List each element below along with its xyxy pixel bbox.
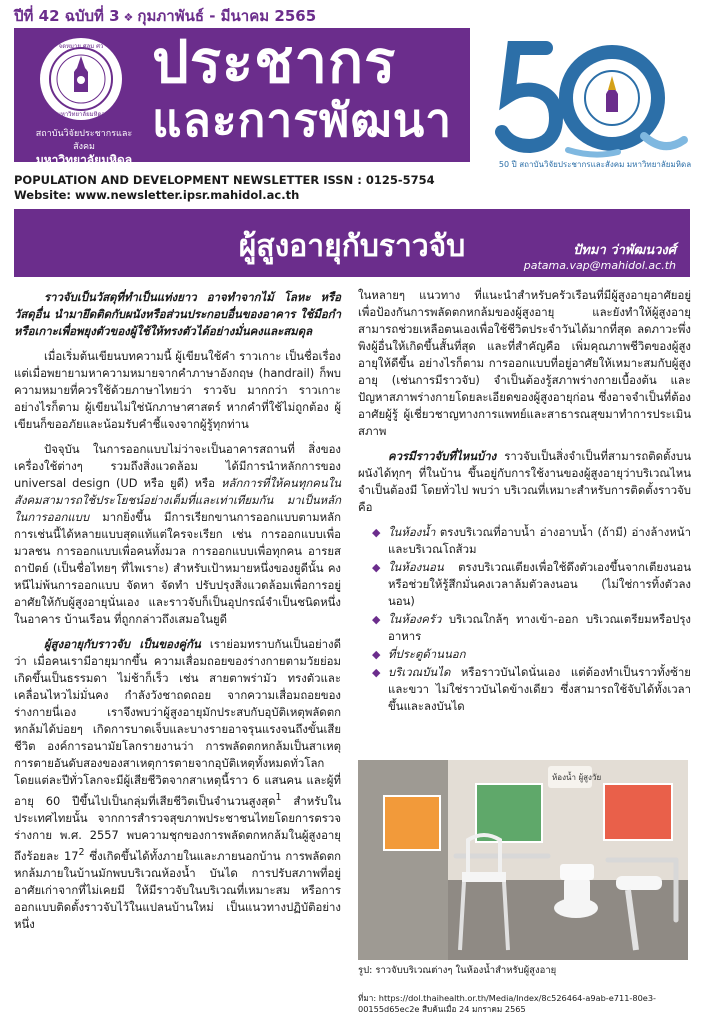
newsletter-issn-line: POPULATION AND DEVELOPMENT NEWSLETTER ISSN : 0125-5754 (14, 173, 435, 187)
anniversary-50-icon (494, 40, 696, 160)
institute-name (28, 128, 140, 167)
photo-caption: รูป: ราวจับบริเวณต่างๆ ในห้องน้ำสำหรับผู้สูงอายุ (358, 965, 557, 976)
issue-number: ปีที่ 42 ฉบับที่ 3 (14, 7, 120, 25)
handrail-location-item (358, 524, 691, 558)
paragraph-2 (14, 441, 341, 628)
diamond-bullet-icon: ◆ (372, 561, 381, 574)
paragraph-1: เมื่อเริ่มต้นเขียนบทความนี้ ผู้เขียนใช้คำ ราวเกาะ เป็นชื่อเรื่อง แต่เมื่อพยายามหาความหมายจากคำภาษาอังกฤษ (handrail) ก็พบความหมายที่ควรใช้ด้วยภาษาไทยว่า ราวจับ มากกว่า ราวเกาะ อย่างไรก็ตาม ผู้เขียนไม่ใช่นักภาษาศาสตร์ หากคำที่ใช้ไม่ถูกต้อง ผู้เขียนก็ขออภัยและน้อมรับคำชี้แจงจากผู้รู้ทุกท่าน (14, 349, 341, 431)
right-paragraph-2 (358, 448, 691, 516)
paragraph-3 (14, 636, 341, 933)
seal-bottom-text: มหาวิทยาลัยมหิดล (56, 111, 106, 118)
lead-paragraph: ราวจับเป็นวัสดุที่ทำเป็นแท่งยาว อาจทำจากไม้ โลหะ หรือวัสดุอื่น นำมายึดติดกับผนังหรือส่วนประกอบอื่นของอาคาร ใช้มือกำหรือเกาะเพื่อพยุงตัวของผู้ใช้ให้ทรงตัวได้อย่างมั่นคงและสมดุล (14, 290, 341, 338)
location-place: ที่ประตูด้านนอก (388, 647, 466, 661)
location-place: บริเวณบันได (388, 665, 451, 679)
footnote-ref-2: 2 (78, 846, 85, 858)
paragraph-2-text-a: ปัจจุบัน ในการออกแบบไม่ว่าจะเป็นอาคารสถานที่ สิ่งของ เครื่องใช้ต่างๆ รวมถึงสิ่งแวดล้อม ได้มีการนำหลักการของ universal design (UD หรือ ยูดี) หรือ (14, 442, 341, 490)
institute-line-1: สถาบันวิจัยประชากรและสังคม (35, 129, 133, 152)
location-detail: ตรงบริเวณที่อาบน้ำ อ่างอาบน้ำ (ถ้ามี) อ่างล้างหน้า และบริเวณโถส้วม (388, 525, 691, 556)
website-line: Website: www.newsletter.ipsr.mahidol.ac.th (14, 188, 300, 202)
paragraph-3-lead: ผู้สูงอายุกับราวจับ เป็นของคู่กัน (44, 637, 201, 651)
location-detail: หรือราวบันไดนั่นเอง แต่ต้องทำเป็นราวทั้งซ้ายและขวา ไม่ใช่ราวบันไดข้างเดียว ซึ่งสามารถใช้จับได้ทั้งเวลาขึ้นและลงบันได (388, 665, 691, 713)
author-email: patama.vap@mahidol.ac.th (523, 259, 676, 272)
bathroom-illustration (358, 760, 688, 960)
institute-line-2: มหาวิทยาลัยมหิดล (35, 153, 133, 167)
handrail-location-item (358, 664, 691, 715)
anniversary-caption: 50 ปี สถาบันวิจัยประชากรและสังคม มหาวิทยาลัยมหิดล (498, 160, 692, 169)
location-place: ในห้องครัว (388, 612, 442, 626)
location-place: ในห้องน้ำ (388, 525, 436, 539)
paragraph-3-text-a: เราย่อมทราบกันเป็นอย่างดีว่า เมื่อคนเรามีอายุมากขึ้น ความเสื่อมถอยของร่างกายตามวัยย่อมเกิดขึ้นเป็นธรรมดา ไม่ช้าก็เร็ว เช่น สายตาพร่ามัว ทรงตัวและเคลื่อนไหวไม่มั่นคง กำลังวังชาถดถอย จากความเสื่อมถอยของร่างกายนี่เอง เราจึงพบว่าผู้สูงอายุมักประสบกับอุบัติเหตุพลัดตกหกล้มได้บ่อยๆ เกิดการบาดเจ็บและบางรายอาจรุนแรงจนถึงขั้นเสียชีวิต องค์การอนามัยโลกรายงานว่า การพลัดตกหกล้มเป็นสาเหตุการตายอันดับสองของสาเหตุการตายจากอุบัติเหตุทั้งหมดทั่วโลก โดยแต่ละปีทั่วโลกจะมีผู้เสียชีวิตจากสาเหตุนี้ราว 6 แสนคน และผู้ที่อายุ 60 ปีขึ้นไปเป็นกลุ่มที่เสียชีวิตเป็นจำนวนสูงสุด (14, 637, 341, 808)
masthead-title-line-1: ประชากร (152, 28, 397, 96)
section-heading-handrail-places: ควรมีราวจับที่ไหนบ้าง (388, 449, 497, 463)
photo-source: ที่มา: https://dol.thaihealth.or.th/Media/Index/8c526464-a9ab-e711-80e3-00155d65ec2e สืบค้นเมื่อ 24 มกราคม 2565 (358, 993, 656, 1014)
handrail-location-list (358, 524, 691, 715)
diamond-bullet-icon: ◆ (372, 613, 381, 626)
location-place: ในห้องนอน (388, 560, 444, 574)
photo-tag-text: ห้องน้ำ ผู้สูงวัย (552, 773, 602, 782)
diamond-bullet-icon: ◆ (372, 648, 381, 661)
left-column (14, 289, 341, 941)
right-paragraph-1: ในหลายๆ แนวทาง ที่แนะนำสำหรับครัวเรือนที่มีผู้สูงอายุอาศัยอยู่ เพื่อป้องกันการพลัดตกหกล้มของผู้สูงอายุ และยังทำให้ผู้สูงอายุสามารถช่วยเหลือตนเองเพื่อใช้ชีวิตประจำวันได้มากที่สุด ลดภาวะพึ่งพิงผู้อื่นให้เกิดขึ้นสั้นที่สุด และที่สำคัญคือ เพิ่มคุณภาพชีวิตของผู้สูงอายุให้ดีขึ้น อย่างไรก็ตาม การออกแบบที่อยู่อาศัยให้เหมาะสมกับผู้สูงอายุ (เช่นการมีราวจับ) จำเป็นต้องรู้สภาพร่างกายเบื้องต้น และปัญหาสภาพร่างกายโดยละเอียดของผู้สูงอายุก่อน ซึ่งอาจจำเป็นที่ต้องอาศัยผู้รู้ ผู้เชี่ยวชาญทางการแพทย์และสาธารณสุขมาทำการประเมินสภาพ (358, 288, 691, 438)
right-column (358, 287, 691, 721)
diamond-bullet-icon: ◆ (372, 526, 381, 539)
paragraph-2-emphasis: หลักการที่ให้คนทุกคนในสังคมสามารถใช้ประโยชน์อย่างเต็มที่และเท่าเทียมกัน มาเป็นหลักในการออกแบบ (14, 476, 341, 524)
location-detail: บริเวณใกล้ๆ ทางเข้า-ออก บริเวณเตรียมหรือปรุงอาหาร (388, 612, 691, 643)
masthead (14, 28, 470, 167)
masthead-title-line-2: และการพัฒนา (152, 93, 453, 147)
handrail-location-item (358, 646, 691, 663)
bathroom-photo (358, 760, 688, 960)
anniversary-logo (494, 40, 696, 168)
seal-top-text: จดหมาย ศุลม ศว (58, 43, 104, 50)
article-banner (14, 209, 690, 277)
university-seal-logo (40, 38, 122, 120)
location-detail: ตรงบริเวณเตียงเพื่อใช้ดึงตัวเองขึ้นจากเตียงนอน หรือช่วยให้รู้สึกมั่นคงเวลาล้มตัวลงนอน (ไม่ใช่การทิ้งตัวลงนอน) (388, 560, 691, 608)
handrail-location-item (358, 559, 691, 610)
paragraph-3-text-b: สำหรับในประเทศไทยนั้น จากการสำรวจสุขภาพประชาชนไทยโดยการตรวจร่างกาย พ.ศ. 2557 พบความชุกของการพลัดตกหกล้มในผู้สูงอายุ ถึงร้อยละ 17 (14, 793, 341, 863)
diamond-bullet-icon: ◆ (372, 666, 381, 679)
issue-line (14, 4, 316, 28)
handrail-location-item (358, 611, 691, 645)
article-author: ปัทมา ว่าพัฒนวงศ์ (573, 243, 676, 258)
right-paragraph-2-text: ราวจับเป็นสิ่งจำเป็นที่สามารถติดตั้งบนผนังได้ทุกๆ ที่ในบ้าน ขึ้นอยู่กับการใช้งานของผู้สูงอายุว่าบริเวณไหนจำเป็นต้องมี โดยทั่วไป พบว่า บริเวณที่เหมาะสำหรับการติดตั้งราวจับ คือ (358, 449, 691, 514)
article-title: ผู้สูงอายุกับราวจับ (238, 229, 466, 264)
paragraph-3-text-c: ซึ่งเกิดขึ้นได้ทั้งภายในและภายนอกบ้าน การพลัดตกหกล้มภายในบ้านมักพบบริเวณห้องน้ำ บันได การปรับสภาพที่อยู่อาศัยเก่าจากที่ไม่เคยมี ให้มีราวจับในบริเวณที่เหมาะสม หรือการออกแบบติดตั้งราวจับไว้ในแปลนบ้านใหม่ เป็นแนวทางปฏิบัติอย่างหนึ่ง (14, 848, 341, 931)
paragraph-2-text-b: มากยิ่งขึ้น มีการเรียกขานการออกแบบตามหลักการเช่นนี้ได้หลายแบบสุดแท้แต่ใครจะเรียก เช่น การออกแบบเพื่อมวลชน การออกแบบเพื่อคนทั้งมวล การออกแบบเพื่อทุกคน อารยสถาปัตย์ (เป็นชื่อไทยๆ ที่ไพเราะ) สำหรับเป้าหมายหนึ่งของยูดีนั้น คงหนีไม่พ้นการออกแบบ จัดหา จัดทำ ปรับปรุงสิ่งแวดล้อมเพื่อการอยู่อาศัยให้กับผู้สูงอายุนั่นเอง และราวจับก็เป็นอุปกรณ์จำเป็นชนิดหนึ่งในอาคาร บ้านเรือน ที่ถูกกล่าวถึงเสมอในยูดี (14, 510, 342, 626)
issue-date: กุมภาพันธ์ - มีนาคม 2565 (137, 7, 317, 25)
diamond-icon: ❖ (123, 11, 134, 24)
footnote-ref-1: 1 (275, 792, 282, 803)
